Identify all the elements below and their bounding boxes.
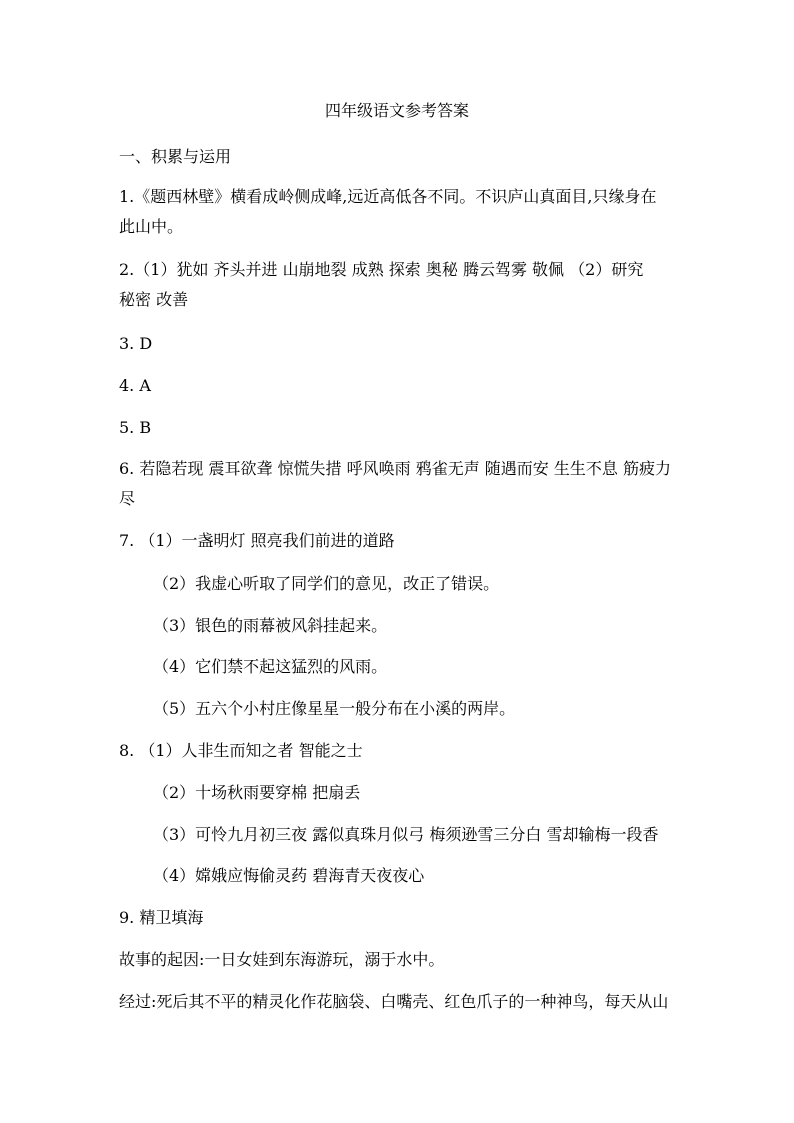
answer-8-item-2: （2）十场秋雨要穿棉 把扇丢 — [153, 783, 361, 802]
page-title: 四年级语文参考答案 — [324, 101, 469, 120]
answer-6-line-1: 6. 若隐若现 震耳欲聋 惊慌失措 呼风唤雨 鸦雀无声 随遇而安 生生不息 筋疲力 — [119, 459, 671, 478]
answer-7-item-1: 7. （1）一盏明灯 照亮我们前进的道路 — [119, 531, 395, 550]
answer-7-item-5: （5）五六个小村庄像星星一般分布在小溪的两岸。 — [153, 699, 516, 718]
answer-2-line-1: 2.（1）犹如 齐头并进 山崩地裂 成熟 探索 奥秘 腾云驾雾 敬佩 （2）研究 — [119, 260, 644, 279]
answer-9-cause: 故事的起因:一日女娃到东海游玩，溺于水中。 — [119, 950, 445, 969]
answer-1-line-1: 1.《题西林壁》横看成岭侧成峰,远近高低各不同。不识庐山真面目,只缘身在 — [119, 187, 657, 206]
answer-7-item-4: （4）它们禁不起这猛烈的风雨。 — [153, 657, 388, 676]
answer-7-item-3: （3）银色的雨幕被风斜挂起来。 — [153, 616, 388, 635]
section-heading: 一、积累与运用 — [119, 147, 232, 166]
answer-8-item-3: （3）可怜九月初三夜 露似真珠月似弓 梅须逊雪三分白 雪却输梅一段香 — [153, 825, 659, 844]
answer-5: 5. B — [119, 418, 152, 437]
answer-4: 4. A — [119, 376, 151, 395]
answer-2-line-2: 秘密 改善 — [119, 290, 189, 309]
answer-9-process: 经过:死后其不平的精灵化作花脑袋、白嘴壳、红色爪子的一种神鸟，每天从山 — [119, 992, 669, 1011]
answer-9-title: 9. 精卫填海 — [119, 908, 204, 927]
answer-1-line-2: 此山中。 — [119, 217, 184, 236]
answer-8-item-1: 8. （1）人非生而知之者 智能之士 — [119, 741, 363, 760]
answer-6-line-2: 尽 — [119, 489, 136, 508]
answer-3: 3. D — [119, 334, 153, 353]
answer-7-item-2: （2）我虚心听取了同学们的意见，改正了错误。 — [153, 574, 500, 593]
answer-8-item-4: （4）嫦娥应悔偷灵药 碧海青天夜夜心 — [153, 866, 425, 885]
